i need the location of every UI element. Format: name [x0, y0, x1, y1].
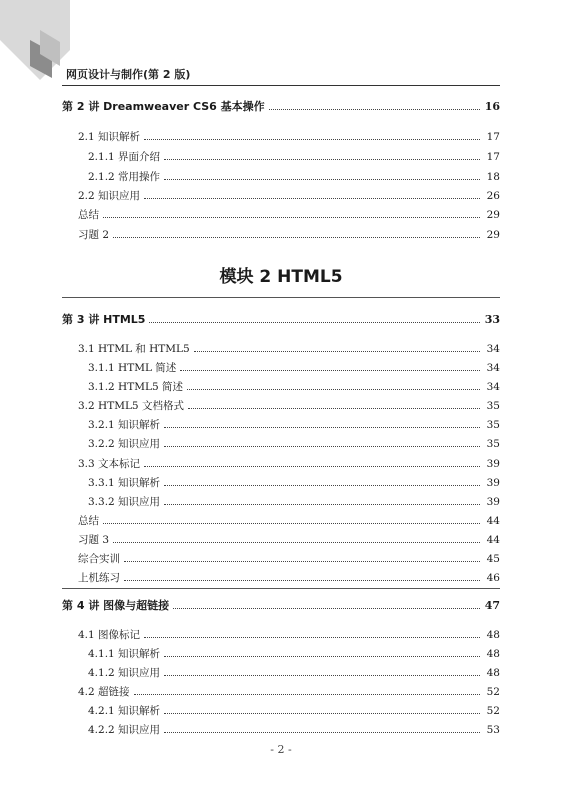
toc-entry-page: 34	[486, 381, 500, 393]
toc-entry	[78, 208, 500, 222]
dot-leader	[164, 485, 480, 486]
dot-leader	[144, 139, 480, 140]
toc-entry	[78, 342, 500, 356]
toc-entry	[78, 628, 500, 642]
dot-leader	[173, 608, 480, 609]
toc-entry-title: 2.1.1 界面介绍	[88, 151, 161, 163]
running-header: 网页设计与制作(第 2 版)	[66, 68, 191, 81]
toc-entry-title: 3.1.2 HTML5 简述	[88, 381, 183, 393]
toc-entry-title: 4.2.2 知识应用	[88, 724, 161, 736]
toc-entry-title: 4.2.1 知识解析	[88, 705, 161, 717]
toc-entry	[88, 704, 500, 718]
toc-entry-page: 48	[486, 629, 500, 641]
dot-leader	[164, 446, 480, 447]
toc-entry	[88, 170, 500, 184]
toc-entry-page: 16	[484, 100, 500, 113]
toc-entry-title: 4.1.1 知识解析	[88, 648, 161, 660]
dot-leader	[180, 370, 480, 371]
toc-entry-title: 第 4 讲 图像与超链接	[62, 599, 170, 612]
dot-leader	[113, 237, 480, 238]
toc-entry-title: 2.1 知识解析	[78, 131, 141, 143]
toc-entry-title: 3.3.2 知识应用	[88, 496, 161, 508]
dot-leader	[144, 198, 480, 199]
toc-entry	[88, 723, 500, 737]
toc-entry-page: 48	[486, 648, 500, 660]
toc-entry	[88, 666, 500, 680]
toc-entry-page: 47	[484, 599, 500, 612]
toc-entry-title: 4.1 图像标记	[78, 629, 141, 641]
toc-entry-page: 45	[486, 553, 500, 565]
page-number: - 2 -	[270, 743, 292, 756]
toc-entry-title: 3.2.1 知识解析	[88, 419, 161, 431]
toc-entry	[78, 399, 500, 413]
corner-decoration	[0, 0, 70, 90]
toc-entry	[78, 189, 500, 203]
dot-leader	[103, 523, 480, 524]
toc-entry-page: 29	[486, 209, 500, 221]
toc-entry	[88, 361, 500, 375]
dot-leader	[164, 427, 480, 428]
dot-leader	[149, 322, 480, 323]
toc-entry-page: 44	[486, 515, 500, 527]
toc-entry-page: 44	[486, 534, 500, 546]
toc-entry-page: 52	[486, 686, 500, 698]
toc-entry-title: 3.2 HTML5 文档格式	[78, 400, 184, 412]
toc-entry-title: 上机练习	[78, 572, 120, 584]
toc-entry	[88, 495, 500, 509]
toc-entry	[78, 130, 500, 144]
dot-leader	[113, 542, 480, 543]
module-divider	[62, 297, 500, 298]
dot-leader	[269, 109, 480, 110]
dot-leader	[144, 637, 480, 638]
toc-entry	[88, 150, 500, 164]
toc-entry	[88, 476, 500, 490]
toc-entry-page: 39	[486, 477, 500, 489]
toc-entry-page: 35	[486, 438, 500, 450]
toc-entry-title: 第 3 讲 HTML5	[62, 313, 146, 326]
toc-entry-page: 18	[486, 171, 500, 183]
toc-entry-title: 3.1 HTML 和 HTML5	[78, 343, 190, 355]
dot-leader	[124, 580, 480, 581]
dot-leader	[164, 732, 480, 733]
toc-entry-page: 34	[486, 362, 500, 374]
dot-leader	[164, 179, 480, 180]
toc-entry-title: 习题 2	[78, 229, 110, 241]
toc-entry-title: 综合实训	[78, 553, 120, 565]
toc-entry-page: 53	[486, 724, 500, 736]
toc-entry	[78, 685, 500, 699]
toc-entry-title: 2.1.2 常用操作	[88, 171, 161, 183]
dot-leader	[164, 159, 480, 160]
toc-entry-page: 48	[486, 667, 500, 679]
toc-entry	[78, 571, 500, 585]
toc-entry-page: 35	[486, 419, 500, 431]
toc-entry	[88, 418, 500, 432]
toc-entry-page: 33	[484, 313, 500, 326]
toc-entry	[88, 380, 500, 394]
dot-leader	[144, 466, 480, 467]
toc-entry	[88, 437, 500, 451]
toc-entry	[62, 313, 500, 327]
toc-entry-page: 17	[486, 151, 500, 163]
toc-entry-title: 总结	[78, 209, 99, 221]
toc-entry-page: 46	[486, 572, 500, 584]
toc-entry	[62, 599, 500, 613]
toc-entry-title: 习题 3	[78, 534, 110, 546]
dot-leader	[164, 713, 480, 714]
toc-entry-title: 4.2 超链接	[78, 686, 130, 698]
toc-entry-page: 17	[486, 131, 500, 143]
toc-entry-title: 3.3.1 知识解析	[88, 477, 161, 489]
dot-leader	[134, 694, 480, 695]
toc-entry-title: 第 2 讲 Dreamweaver CS6 基本操作	[62, 100, 265, 113]
toc-entry	[78, 228, 500, 242]
chapter-divider	[62, 588, 500, 589]
toc-entry-title: 3.2.2 知识应用	[88, 438, 161, 450]
dot-leader	[164, 675, 480, 676]
toc-entry	[78, 552, 500, 566]
toc-entry-title: 3.1.1 HTML 简述	[88, 362, 177, 374]
module-title: 模块 2 HTML5	[219, 267, 343, 287]
dot-leader	[124, 561, 480, 562]
toc-entry-page: 35	[486, 400, 500, 412]
dot-leader	[188, 408, 480, 409]
toc-entry-title: 4.1.2 知识应用	[88, 667, 161, 679]
toc-entry	[62, 100, 500, 114]
dot-leader	[164, 504, 480, 505]
dot-leader	[164, 656, 480, 657]
toc-entry-page: 29	[486, 229, 500, 241]
toc-entry-page: 39	[486, 496, 500, 508]
toc-entry-page: 26	[486, 190, 500, 202]
toc-entry-title: 3.3 文本标记	[78, 458, 141, 470]
toc-entry	[78, 514, 500, 528]
dot-leader	[187, 389, 480, 390]
header-rule	[62, 85, 500, 86]
toc-entry-page: 39	[486, 458, 500, 470]
toc-entry-title: 2.2 知识应用	[78, 190, 141, 202]
dot-leader	[103, 217, 480, 218]
toc-entry-page: 52	[486, 705, 500, 717]
toc-entry-page: 34	[486, 343, 500, 355]
toc-entry	[88, 647, 500, 661]
toc-entry	[78, 533, 500, 547]
dot-leader	[194, 351, 480, 352]
toc-entry	[78, 457, 500, 471]
toc-entry-title: 总结	[78, 515, 99, 527]
